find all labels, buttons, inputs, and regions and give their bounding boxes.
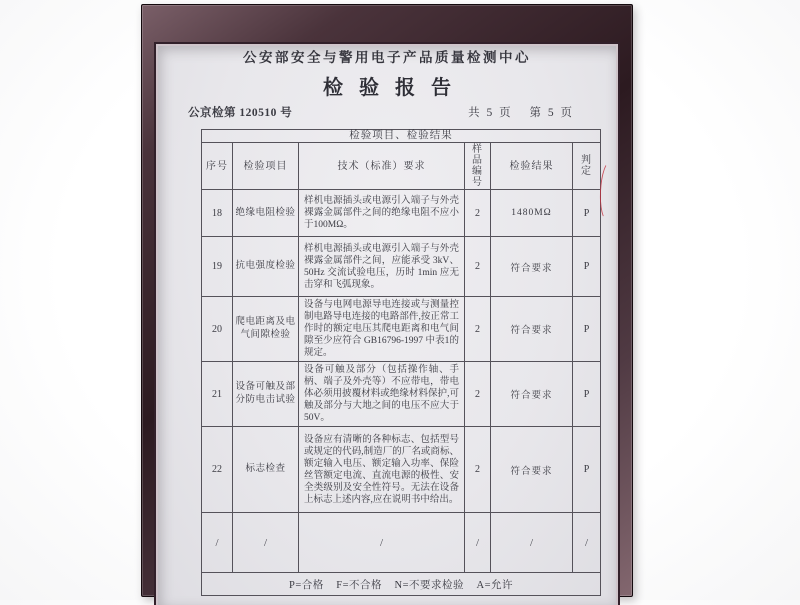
cell-no: 19	[202, 237, 233, 297]
cell-item: 绝缘电阻检验	[233, 190, 299, 237]
col-header-result: 检验结果	[491, 143, 573, 190]
cell-requirement: 设备可触及部分（包括操作轴、手柄、端子及外壳等）不应带电，带电体必须用披覆材料或绝缘材料保护,可触及部分与大地之间的电压不应大于50V。	[299, 362, 465, 427]
cell-result: 符合要求	[491, 427, 573, 513]
cell-verdict: P	[573, 237, 601, 297]
cell-item: 抗电强度检验	[233, 237, 299, 297]
cell-verdict: P	[573, 190, 601, 237]
col-header-requirement: 技术（标准）要求	[299, 143, 465, 190]
cell-requirement: 样机电源插头或电源引入端子与外壳裸露金属部件之间的绝缘电阻不应小于100MΩ。	[299, 190, 465, 237]
report-meta-row	[158, 104, 616, 120]
cell-result: 符合要求	[491, 362, 573, 427]
cell-item: /	[233, 513, 299, 573]
cell-verdict: P	[573, 297, 601, 362]
table-section-title: 检验项目、检验结果	[202, 130, 601, 143]
cell-no: 21	[202, 362, 233, 427]
cell-no: 22	[202, 427, 233, 513]
cell-no: 18	[202, 190, 233, 237]
cell-no: /	[202, 513, 233, 573]
cell-verdict: /	[573, 513, 601, 573]
cell-requirement: 设备应有清晰的各种标志、包括型号或规定的代码,制造厂的厂名或商标、额定输入电压、额定输入功率、保险丝管额定电流、直流电源的极性、安全类级别及安全性符号。无法在设备上标志上述内容,应在说明书中给出。	[299, 427, 465, 513]
page-info	[454, 104, 574, 120]
table-row	[202, 362, 601, 427]
table-row	[202, 297, 601, 362]
table-section-title-row	[202, 130, 601, 143]
inspection-report-page	[158, 46, 616, 605]
cell-requirement: /	[299, 513, 465, 573]
cell-sample: 2	[465, 297, 491, 362]
org-name: 公安部安全与警用电子产品质量检测中心	[243, 50, 531, 65]
pages-total: 共 5 页	[468, 107, 513, 119]
cell-sample: 2	[465, 362, 491, 427]
cell-sample: /	[465, 513, 491, 573]
report-title: 检验报告	[323, 77, 467, 99]
col-header-verdict: 判定	[573, 143, 601, 190]
cell-verdict: P	[573, 362, 601, 427]
cell-sample: 2	[465, 237, 491, 297]
cell-item: 爬电距离及电气间隙检验	[233, 297, 299, 362]
cell-result: 符合要求	[491, 237, 573, 297]
pages-current: 第 5 页	[529, 107, 574, 119]
table-row-empty	[202, 513, 601, 573]
cell-requirement: 样机电源插头或电源引入端子与外壳裸露金属部件之间，应能承受 3kV、50Hz 交流试验电压，历时 1min 应无击穿和飞弧现象。	[299, 237, 465, 297]
col-header-sample: 样品编号	[465, 143, 491, 190]
cell-item: 设备可触及部分防电击试验	[233, 362, 299, 427]
col-header-no: 序号	[202, 143, 233, 190]
cell-result: 1480MΩ	[491, 190, 573, 237]
cell-result: 符合要求	[491, 297, 573, 362]
picture-frame	[141, 4, 633, 597]
col-header-item: 检验项目	[233, 143, 299, 190]
doc-number: 公京检第 120510 号	[188, 107, 293, 119]
verdict-legend: P=合格 F=不合格 N=不要求检验 A=允许	[202, 573, 601, 596]
cell-requirement: 设备与电网电源导电连接或与测量控制电路导电连接的电路部件,按正常工作时的额定电压其爬电距离和电气间隙至少应符合 GB16796-1997 中表1的规定。	[299, 297, 465, 362]
cell-result: /	[491, 513, 573, 573]
table-header-row	[202, 143, 601, 190]
legend-row	[202, 573, 601, 596]
cell-verdict: P	[573, 427, 601, 513]
red-pen-arc-mark	[598, 161, 619, 222]
cell-no: 20	[202, 297, 233, 362]
table-row	[202, 237, 601, 297]
table-row	[202, 427, 601, 513]
table-row	[202, 190, 601, 237]
inspection-results-table	[201, 129, 601, 596]
cell-sample: 2	[465, 427, 491, 513]
cell-item: 标志检查	[233, 427, 299, 513]
cell-sample: 2	[465, 190, 491, 237]
